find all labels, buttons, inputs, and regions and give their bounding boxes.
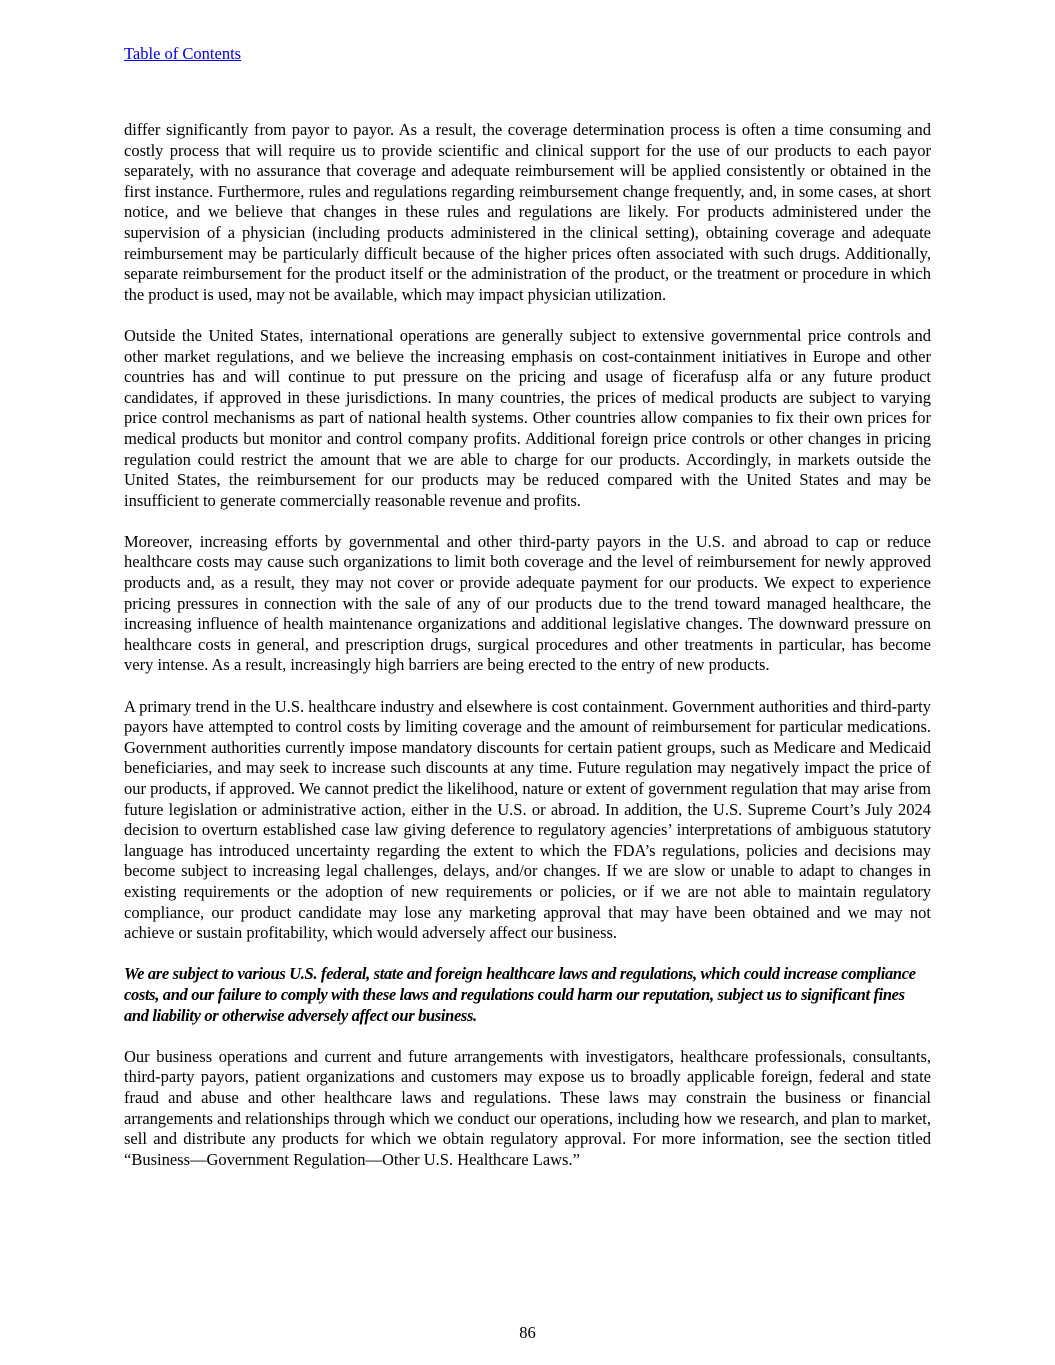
page-number: 86 bbox=[519, 1323, 536, 1342]
paragraph-reimbursement: differ significantly from payor to payor. As a result, the coverage determination process is often a time consuming and costly process that will require us to provide scientific and clinical support for the use of our products to each payor separately, with no assurance that coverage and adequate reimbursement will be applied consistently or obtained in the first instance. Furthermore, rules and regulations regarding reimbursement change frequently, and, in some cases, at short notice, and we believe that changes in these rules and regulations are likely. For products administered under the supervision of a physician (including products administered in the clinical setting), obtaining coverage and adequate reimbursement may be particularly difficult because of the higher prices often associated with such drugs. Additionally, separate reimbursement for the product itself or the administration of the product, or the treatment or procedure in which the product is used, may not be available, which may impact physician utilization. bbox=[124, 120, 931, 304]
paragraph-cost-containment: A primary trend in the U.S. healthcare industry and elsewhere is cost containment. Government authorities and third-party payors have attempted to control costs by limiting coverage and the amount of reimbursement for particular medications. Government authorities currently impose mandatory discounts for certain patient groups, such as Medicare and Medicaid beneficiaries, and may seek to increase such discounts at any time. Future regulation may negatively impact the price of our products, if approved. We cannot predict the likelihood, nature or extent of government regulation that may arise from future legislation or administrative action, either in the U.S. or abroad. In addition, the U.S. Supreme Court’s July 2024 decision to overturn established case law giving deference to regulatory agencies’ interpretations of ambiguous statutory language has introduced uncertainty regarding the extent to which the FDA’s regulations, policies and decisions may become subject to increasing legal challenges, delays, and/or changes. If we are slow or unable to adapt to changes in existing requirements or the adoption of new requirements or policies, or if we are not able to maintain regulatory compliance, our product candidate may lose any marketing approval that may have been obtained and we may not achieve or sustain profitability, which would adversely affect our business. bbox=[124, 696, 931, 943]
document-body bbox=[124, 120, 931, 1191]
table-of-contents-link[interactable]: Table of Contents bbox=[124, 44, 242, 63]
paragraph-healthcare-laws: Our business operations and current and future arrangements with investigators, healthcare professionals, consultants, third-party payors, patient organizations and customers may expose us to broadly applicable foreign, federal and state fraud and abuse and other healthcare laws and regulations. These laws may constrain the business or financial arrangements and relationships through which we conduct our operations, including how we research, and plan to market, sell and distribute any products for which we obtain regulatory approval. For more information, see the section titled “Business—Government Regulation—Other U.S. Healthcare Laws.” bbox=[124, 1046, 931, 1169]
paragraph-cost-reduction: Moreover, increasing efforts by governmental and other third-party payors in the U.S. and abroad to cap or reduce healthcare costs may cause such organizations to limit both coverage and the level of reimbursement for newly approved products and, as a result, they may not cover or provide adequate payment for our products. We expect to experience pricing pressures in connection with the sale of any of our products due to the trend toward managed healthcare, the increasing influence of health maintenance organizations and additional legislative changes. The downward pressure on healthcare costs in general, and prescription drugs, surgical procedures and other treatments in particular, has become very intense. As a result, increasingly high barriers are being erected to the entry of new products. bbox=[124, 531, 931, 675]
section-heading: We are subject to various U.S. federal, state and foreign healthcare laws and regulations, which could increase compliance costs, and our failure to comply with these laws and regulations could harm our reputation, subject us to significant fines and liability or otherwise adversely affect our business. bbox=[124, 964, 916, 1025]
paragraph-international: Outside the United States, international operations are generally subject to extensive governmental price controls and other market regulations, and we believe the increasing emphasis on cost-containment initiatives in Europe and other countries has and will continue to put pressure on the pricing and usage of ficerafusp alfa or any future product candidates, if approved in these jurisdictions. In many countries, the prices of medical products are subject to varying price control mechanisms as part of national health systems. Other countries allow companies to fix their own prices for medical products but monitor and control company profits. Additional foreign price controls or other changes in pricing regulation could restrict the amount that we are able to charge for our products. Accordingly, in markets outside the United States, the reimbursement for our products may be reduced compared with the United States and may be insufficient to generate commercially reasonable revenue and profits. bbox=[124, 325, 931, 510]
